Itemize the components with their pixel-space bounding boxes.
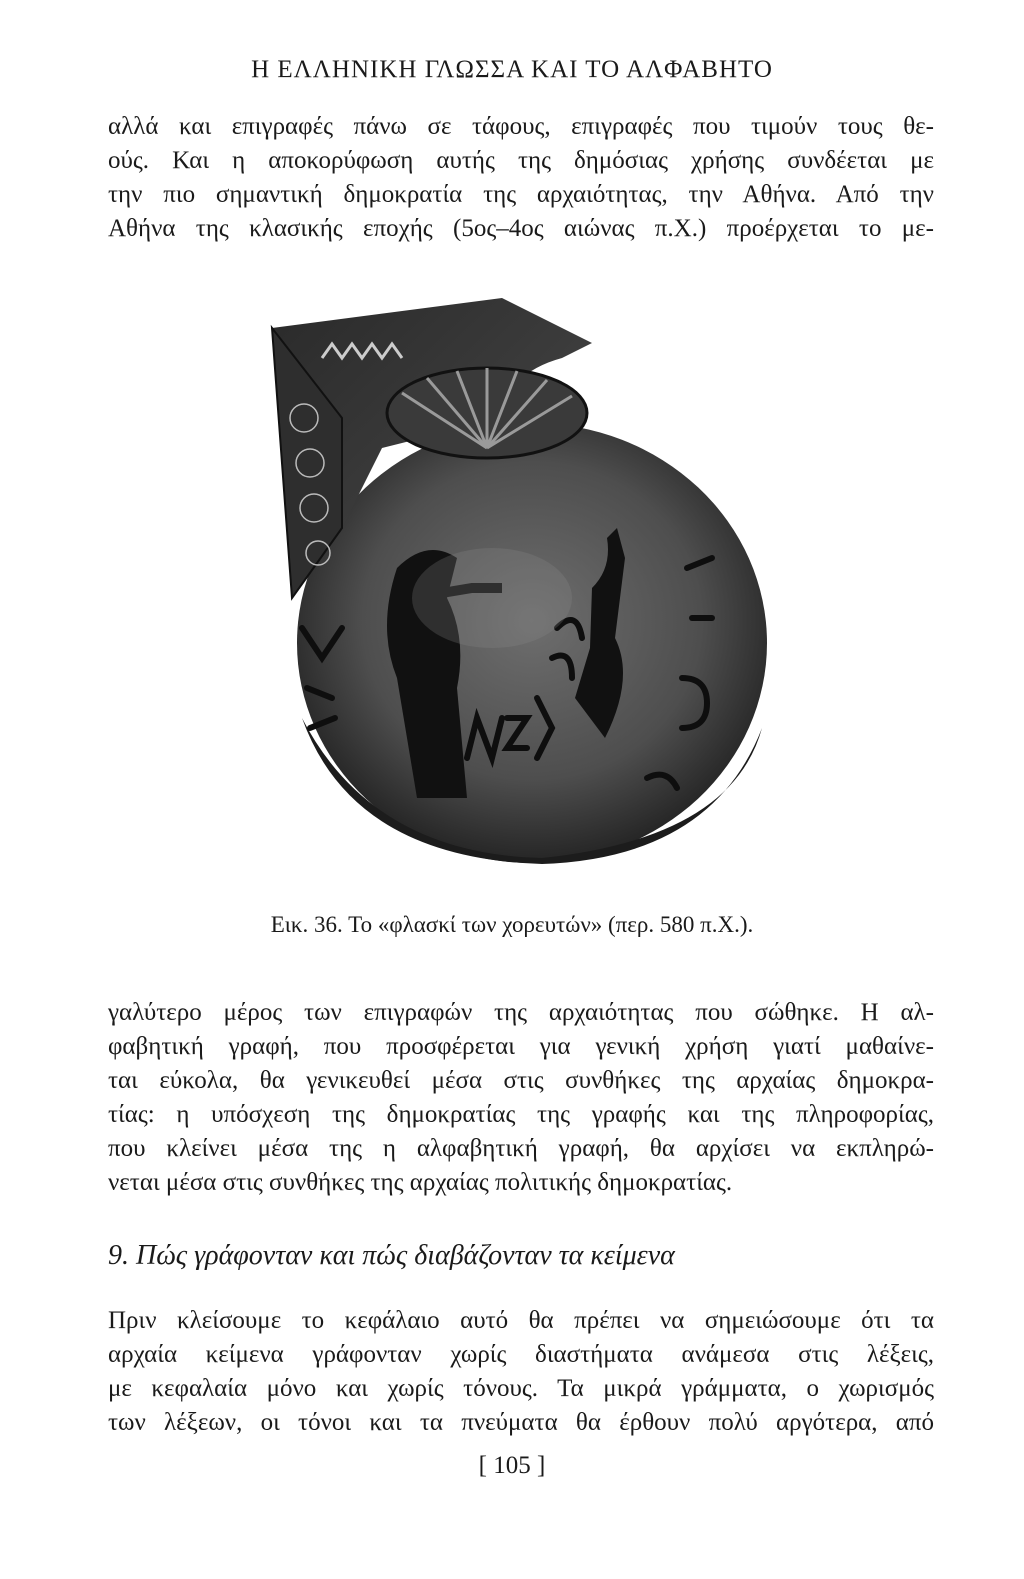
- text-line: που κλείνει μέσα της η αλφαβητική γραφή, θα αρχίσει να εκπληρώ-: [108, 1135, 934, 1162]
- paragraph-2: [108, 996, 934, 1200]
- text-line: την πιο σημαντική δημοκρατία της αρχαιότητας, την Αθήνα. Από την: [108, 181, 934, 208]
- paragraph-1: [108, 110, 934, 246]
- vase-photograph: [262, 298, 782, 880]
- paragraph-3: [108, 1304, 934, 1440]
- text-line: αρχαία κείμενα γράφονταν χωρίς διαστήματα ανάμεσα στις λέξεις,: [108, 1341, 934, 1368]
- text-line: νεται μέσα στις συνθήκες της αρχαίας πολιτικής δημοκρατίας.: [108, 1169, 733, 1196]
- text-line: Πριν κλείσουμε το κεφάλαιο αυτό θα πρέπει να σημειώσουμε ότι τα: [108, 1307, 934, 1334]
- text-line: Αθήνα της κλασικής εποχής (5ος–4ος αιώνας π.Χ.) προέρχεται το με-: [108, 215, 934, 242]
- text-line: φαβητική γραφή, που προσφέρεται για γενική χρήση γιατί μαθαίνε-: [108, 1033, 934, 1060]
- text-line: αλλά και επιγραφές πάνω σε τάφους, επιγραφές που τιμούν τους θε-: [108, 113, 934, 140]
- section-heading: 9. Πώς γράφονταν και πώς διαβάζονταν τα κείμενα: [108, 1240, 675, 1271]
- text-line: με κεφαλαία μόνο και χωρίς τόνους. Τα μικρά γράμματα, ο χωρισμός: [108, 1375, 934, 1402]
- text-line: ούς. Και η αποκορύφωση αυτής της δημόσιας χρήσης συνδέεται με: [108, 147, 934, 174]
- text-line: γαλύτερο μέρος των επιγραφών της αρχαιότητας που σώθηκε. Η αλ-: [108, 999, 934, 1026]
- running-head: Η ΕΛΛΗΝΙΚΗ ΓΛΩΣΣΑ ΚΑΙ ΤΟ ΑΛΦΑΒΗΤΟ: [251, 56, 773, 83]
- text-line: τίας: η υπόσχεση της δημοκρατίας της γραφής και της πληροφορίας,: [108, 1101, 934, 1128]
- vase-figure: [262, 298, 782, 880]
- figure-caption: Εικ. 36. Το «φλασκί των χορευτών» (περ. 580 π.Χ.).: [270, 912, 754, 937]
- text-line: ται εύκολα, θα γενικευθεί μέσα στις συνθήκες της αρχαίας δημοκρα-: [108, 1067, 934, 1094]
- page-number: [ 105 ]: [478, 1452, 546, 1479]
- text-line: των λέξεων, οι τόνοι και τα πνεύματα θα έρθουν πολύ αργότερα, από: [108, 1409, 934, 1436]
